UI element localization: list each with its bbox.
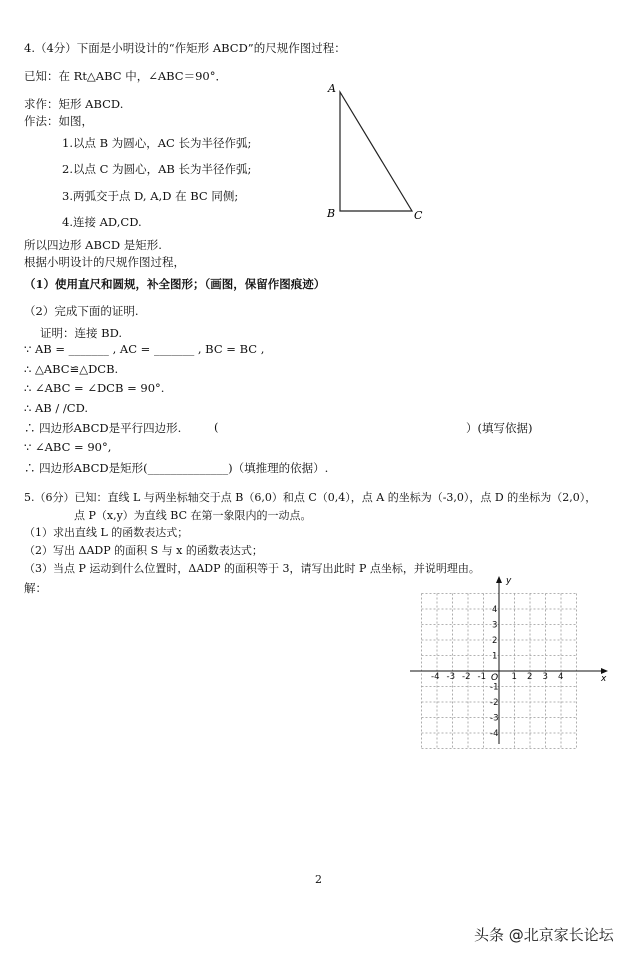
watermark: 头条 @北京家长论坛	[474, 926, 614, 944]
q4-method: 作法：如图，	[24, 114, 93, 128]
triangle-vertex-c: C	[414, 209, 423, 222]
coordinate-grid	[405, 572, 620, 752]
x-tick-label: 3	[542, 672, 548, 682]
q4-proof-line-3: ∴ △ABC≌△DCB.	[24, 362, 119, 376]
y-tick-label: -1	[490, 682, 499, 693]
q4-step-3: 3.两弧交于点 D, A,D 在 BC 同侧;	[62, 189, 239, 203]
q4-seek: 求作：矩形 ABCD.	[24, 97, 124, 111]
q4-proof-line-4: ∴ ∠ABC = ∠DCB = 90°.	[24, 381, 165, 395]
x-tick-label: 1	[511, 672, 517, 682]
y-tick-label: 3	[492, 620, 498, 631]
q4-proof-line-7: ∵ ∠ABC = 90°,	[24, 440, 112, 454]
q5-item-3: （3）当点 P 运动到什么位置时，ΔADP 的面积等于 3，请写出此时 P 点坐标，并说明理由。	[24, 562, 480, 575]
y-tick-label: 4	[492, 605, 498, 615]
x-tick-label: -1	[477, 672, 486, 682]
q4-conclusion: 所以四边形 ABCD 是矩形.	[24, 238, 162, 252]
q4-proof-line-5: ∴ AB / /CD.	[24, 401, 89, 415]
triangle-vertex-a: A	[328, 82, 336, 95]
q4-step-1: 1.以点 B 为圆心，AC 长为半径作弧;	[62, 136, 252, 150]
q4-step-4: 4.连接 AD,CD.	[62, 215, 142, 229]
y-axis-arrow	[496, 576, 502, 583]
triangle-figure	[320, 80, 430, 225]
q4-proof-line-2: ∵ AB = _______ , AC = _______ , BC = BC ,	[24, 342, 265, 356]
q4-basis-open-bracket: (	[214, 420, 219, 434]
q4-intro: 根据小明设计的尺规作图过程，	[24, 255, 185, 269]
origin-label: O	[491, 673, 499, 683]
x-tick-label: -2	[462, 672, 471, 682]
triangle-vertex-b: B	[327, 207, 336, 220]
q5-item-1: （1）求出直线 L 的函数表达式；	[24, 526, 189, 539]
x-tick-label: 4	[558, 672, 564, 682]
y-tick-label: -2	[490, 698, 499, 708]
y-tick-label: 1	[492, 651, 498, 662]
q5-solution-label: 解：	[24, 581, 47, 595]
q4-proof-line-8: ∴ 四边形ABCD是矩形(______________)（填推理的依据）.	[24, 461, 329, 475]
q4-proof-line-1: 证明：连接 BD.	[40, 326, 123, 340]
y-tick-label: -4	[490, 729, 499, 739]
tick-labels	[431, 605, 563, 739]
q5-item-2: （2）写出 ΔADP 的面积 S 与 x 的函数表达式；	[24, 544, 263, 557]
x-tick-label: -3	[446, 672, 455, 682]
x-tick-label: -4	[431, 672, 440, 682]
q4-basis-label: ）(填写依据)	[466, 421, 533, 435]
q4-part2: （2）完成下面的证明.	[24, 304, 139, 318]
q5-title: 5.（6分）已知：直线 L 与两坐标轴交于点 B（6,0）和点 C（0,4），点 A 的坐标为（-3,0），点 D 的坐标为（2,0），	[24, 491, 597, 504]
x-axis-label: x	[601, 674, 607, 684]
y-axis-label: y	[506, 576, 512, 586]
q4-given: 已知：在 Rt△ABC 中，∠ABC＝90°．	[24, 69, 227, 83]
q4-title: 4.（4分）下面是小明设计的“作矩形 ABCD”的尺规作图过程：	[24, 41, 346, 55]
q5-title-cont: 点 P（x,y）为直线 BC 在第一象限内的一动点。	[74, 509, 312, 522]
q4-step-2: 2.以点 C 为圆心，AB 长为半径作弧;	[62, 162, 252, 176]
y-tick-label: 2	[492, 636, 498, 646]
y-tick-label: -3	[490, 713, 499, 724]
q4-proof-line-6: ∴ 四边形ABCD是平行四边形.	[24, 421, 182, 435]
q4-part1: （1）使用直尺和圆规，补全图形；（画图，保留作图痕迹）	[24, 277, 326, 291]
x-tick-label: 2	[527, 672, 533, 682]
page-number: 2	[315, 873, 322, 886]
